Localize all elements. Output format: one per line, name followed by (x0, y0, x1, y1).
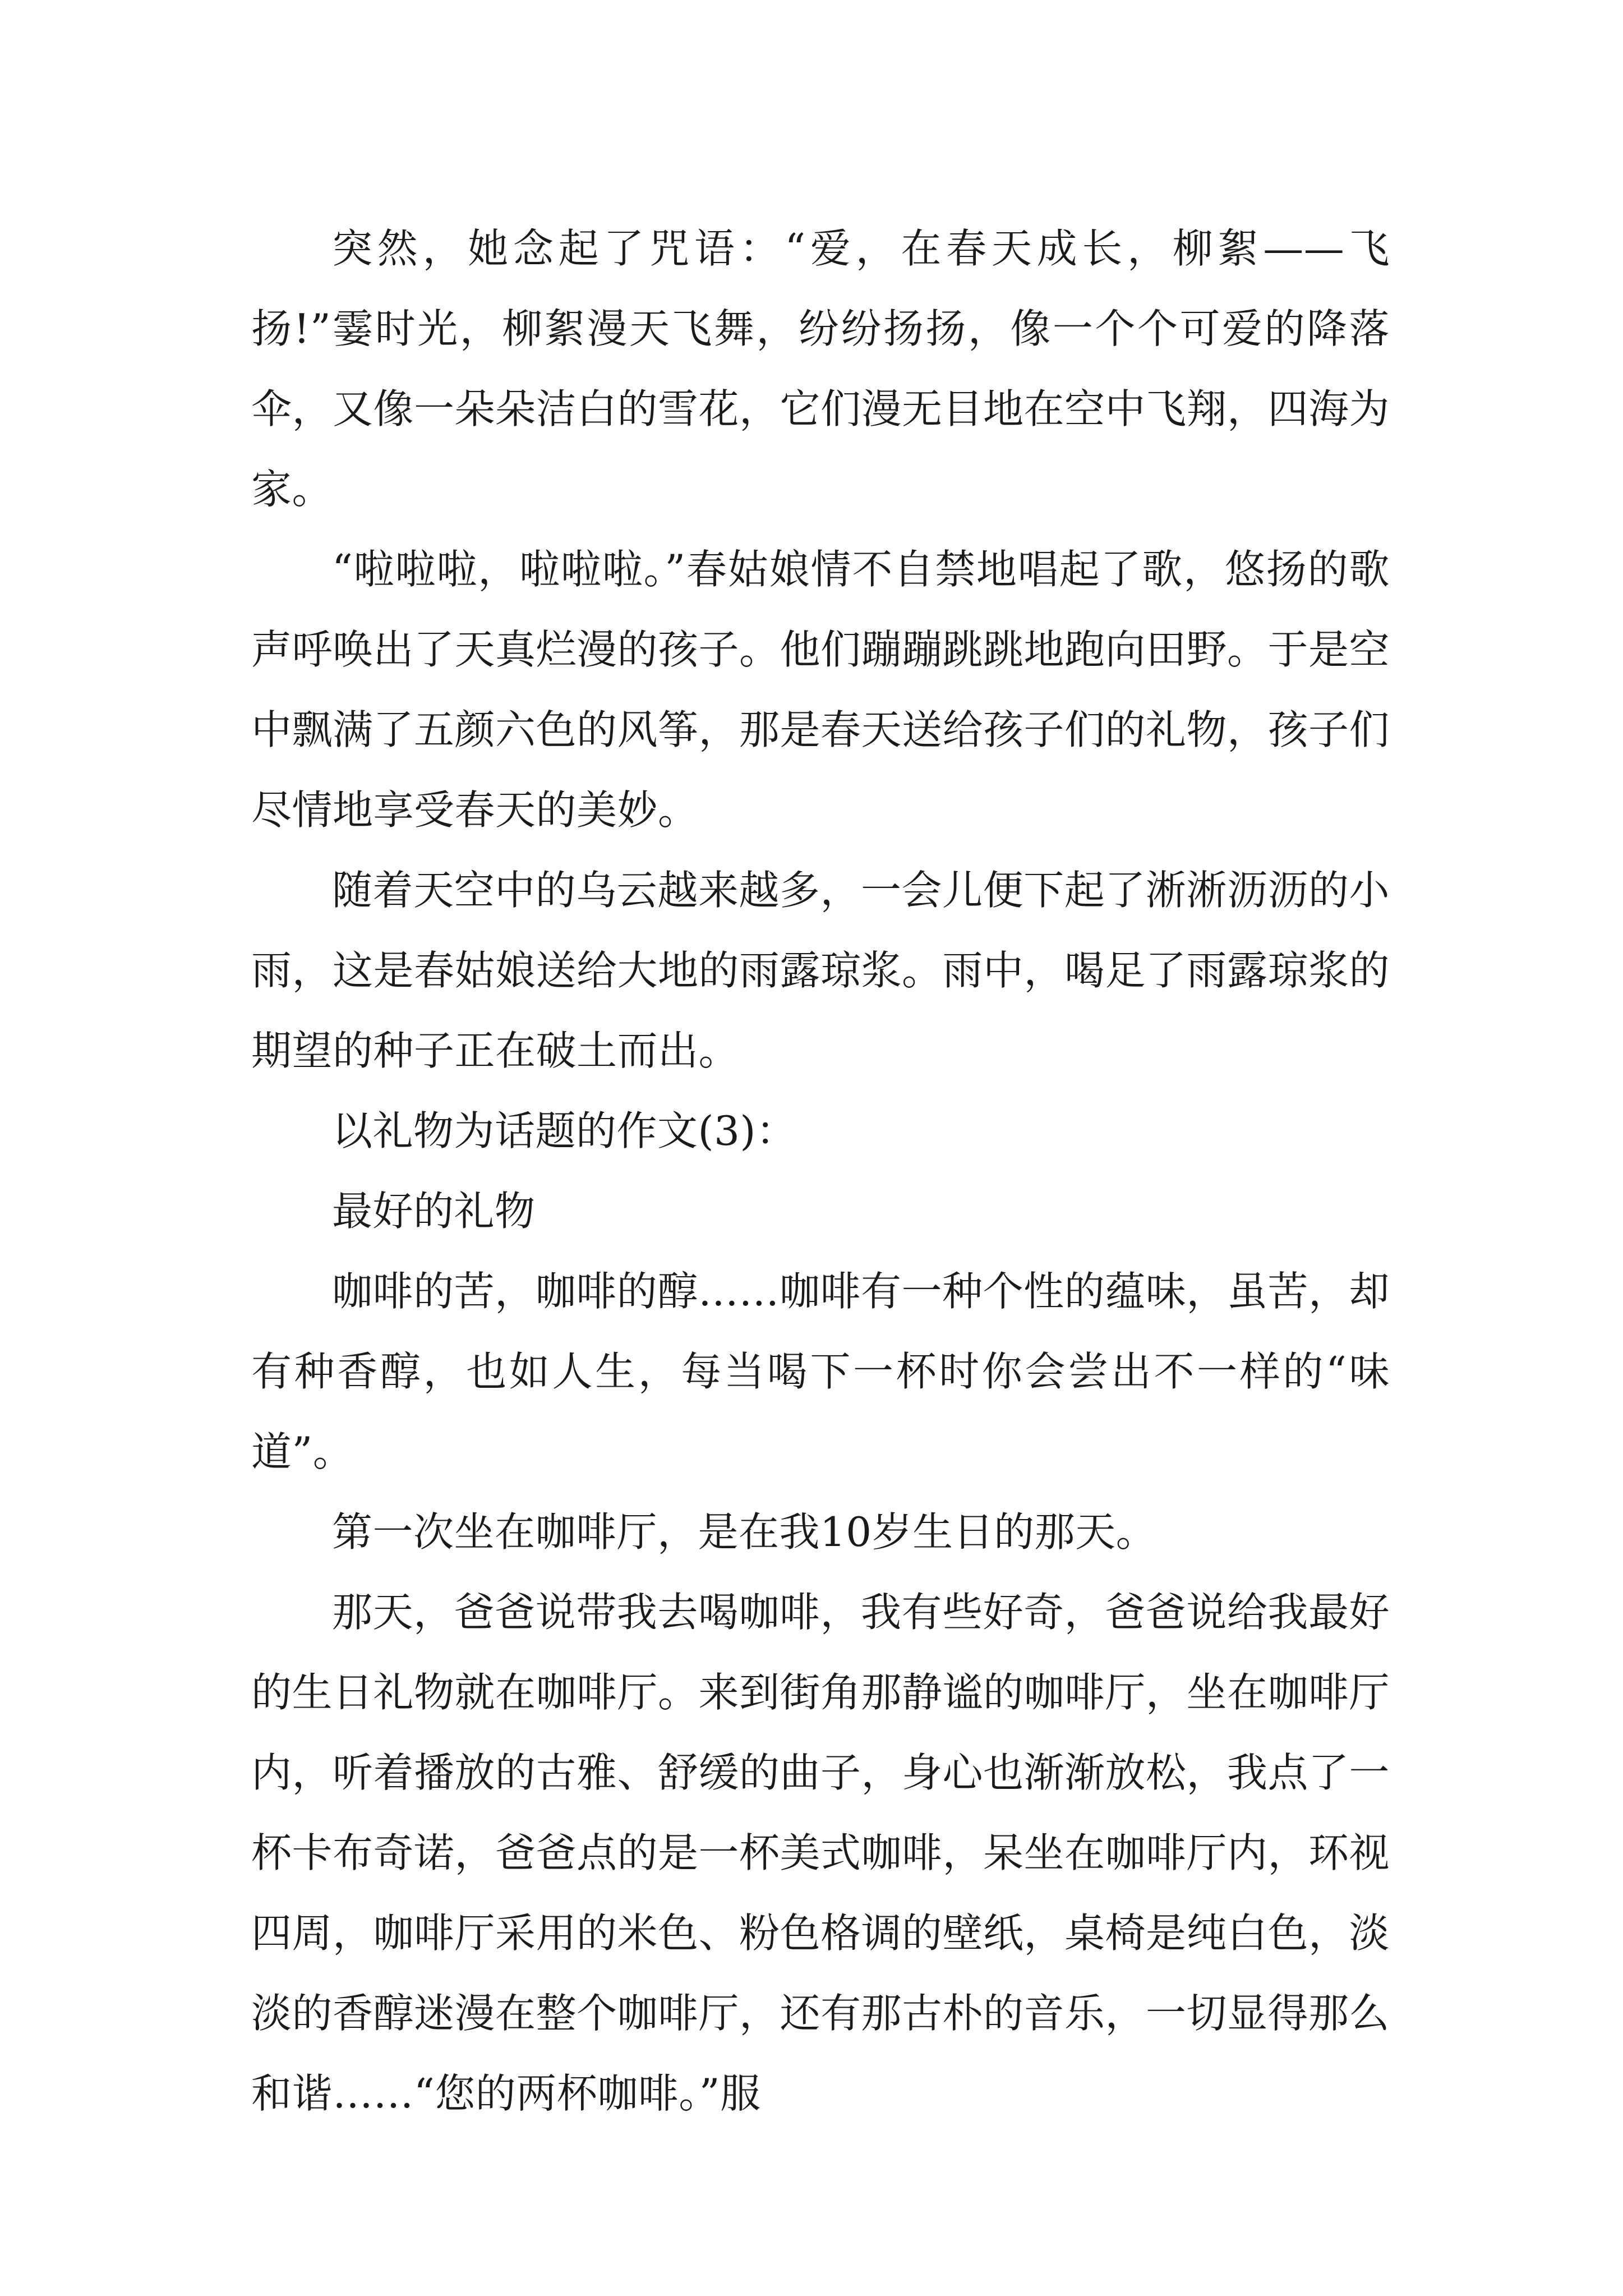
document-body (251, 209, 1390, 2134)
paragraph-6: 那天，爸爸说带我去喝咖啡，我有些好奇，爸爸说给我最好的生日礼物就在咖啡厅。来到街角那静谧的咖啡厅，坐在咖啡厅内，听着播放的古雅、舒缓的曲子，身心也渐渐放松，我点了一杯卡布奇诺，爸爸点的是一杯美式咖啡，呆坐在咖啡厅内，环视四周，咖啡厅采用的米色、粉色格调的壁纸，桌椅是纯白色，淡淡的香醇迷漫在整个咖啡厅，还有那古朴的音乐，一切显得那么和谐……“您的两杯咖啡。”服 (251, 1589, 1390, 2117)
essay-title: 最好的礼物 (332, 1188, 536, 1235)
paragraph-2: “啦啦啦，啦啦啦。”春姑娘情不自禁地唱起了歌，悠扬的歌声呼唤出了天真烂漫的孩子。他们蹦蹦跳跳地跑向田野。于是空中飘满了五颜六色的风筝，那是春天送给孩子们的礼物，孩子们尽情地享受春天的美妙。 (251, 546, 1390, 834)
paragraph-5: 第一次坐在咖啡厅，是在我10岁生日的那天。 (332, 1508, 1157, 1556)
paragraph-3: 随着天空中的乌云越来越多，一会儿便下起了淅淅沥沥的小雨，这是春姑娘送给大地的雨露琼浆。雨中，喝足了雨露琼浆的期望的种子正在破土而出。 (251, 867, 1390, 1074)
paragraph-1: 突然，她念起了咒语：“爱，在春天成长，柳絮——飞扬!”霎时光，柳絮漫天飞舞，纷纷扬扬，像一个个可爱的降落伞，又像一朵朵洁白的雪花，它们漫无目地在空中飞翔，四海为家。 (251, 225, 1390, 513)
essay-heading: 以礼物为话题的作文(3)： (332, 1107, 797, 1154)
paragraph-4: 咖啡的苦，咖啡的醇……咖啡有一种个性的蕴味，虽苦，却有种香醇，也如人生，每当喝下一杯时你会尝出不一样的“味道”。 (251, 1268, 1390, 1475)
